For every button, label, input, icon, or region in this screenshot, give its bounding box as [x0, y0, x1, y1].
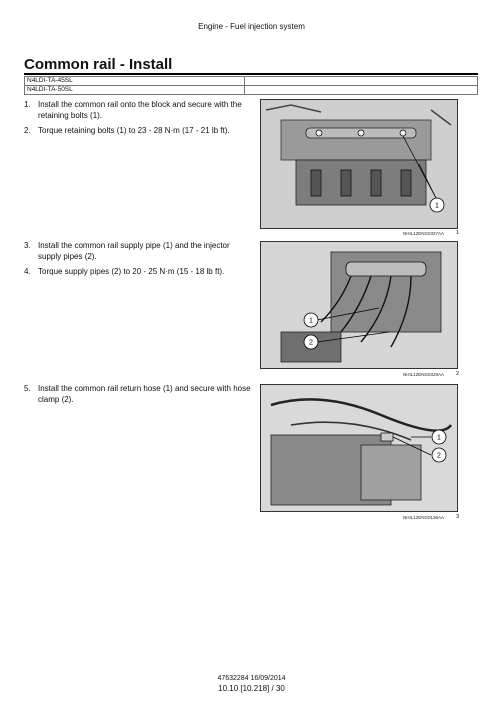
- engine-illustration-3: [261, 385, 457, 511]
- model-row: [25, 86, 478, 95]
- step-item: [24, 383, 254, 405]
- engine-photo-1: [260, 99, 458, 229]
- model-cell: N4LDI-TA-45SL: [25, 77, 245, 86]
- step-number: 4.: [24, 267, 31, 276]
- model-cell: N4LDI-TA-50SL: [25, 86, 245, 95]
- step-number: 1.: [24, 100, 31, 109]
- callout-label: 1: [437, 434, 441, 442]
- figure-code: NHIL12ENG0136AA: [403, 515, 445, 520]
- model-table: [24, 76, 478, 95]
- page-header: Engine - Fuel injection system: [198, 22, 305, 31]
- section-title: Common rail - Install: [24, 56, 173, 73]
- engine-photo-3: [260, 384, 458, 512]
- engine-illustration-2: [261, 242, 457, 368]
- step-text: Install the common rail onto the block and secure with the retaining bolts (1).: [38, 100, 242, 120]
- steps-group-3: [24, 383, 254, 409]
- callout-label: 1: [435, 202, 439, 210]
- empty-cell: [245, 86, 478, 95]
- figure-number: 3: [456, 514, 460, 520]
- footer-page-ref: 10.10 [10.218] / 30: [218, 684, 285, 693]
- step-item: [24, 125, 254, 136]
- callout-label: 1: [309, 317, 313, 325]
- figure-code: NHIL12ENG0327AA: [403, 231, 445, 236]
- step-number: 5.: [24, 384, 31, 393]
- footer-doc-ref: 47632284 16/09/2014: [217, 675, 286, 682]
- model-row: [25, 77, 478, 86]
- step-text: Install the common rail supply pipe (1) and the injector supply pipes (2).: [38, 241, 230, 261]
- steps-group-2: [24, 240, 254, 281]
- step-text: Install the common rail return hose (1) and secure with hose clamp (2).: [38, 384, 251, 404]
- steps-group-1: [24, 99, 254, 140]
- callout-label: 2: [309, 339, 313, 347]
- engine-photo-2: [260, 241, 458, 369]
- step-text: Torque supply pipes (2) to 20 - 25 N·m (15 - 18 lb ft).: [38, 267, 225, 276]
- empty-cell: [245, 77, 478, 86]
- figure-number: 1: [456, 230, 460, 236]
- callout-label: 2: [437, 452, 441, 460]
- figure-code: NHIL12ENG0328AA: [403, 372, 445, 377]
- step-item: [24, 266, 254, 277]
- step-item: [24, 99, 254, 121]
- figure-number: 2: [456, 371, 460, 377]
- engine-illustration-1: [261, 100, 457, 228]
- step-item: [24, 240, 254, 262]
- step-text: Torque retaining bolts (1) to 23 - 28 N·m (17 - 21 lb ft).: [38, 126, 230, 135]
- title-rule: [24, 73, 478, 75]
- step-number: 2.: [24, 126, 31, 135]
- step-number: 3.: [24, 241, 31, 250]
